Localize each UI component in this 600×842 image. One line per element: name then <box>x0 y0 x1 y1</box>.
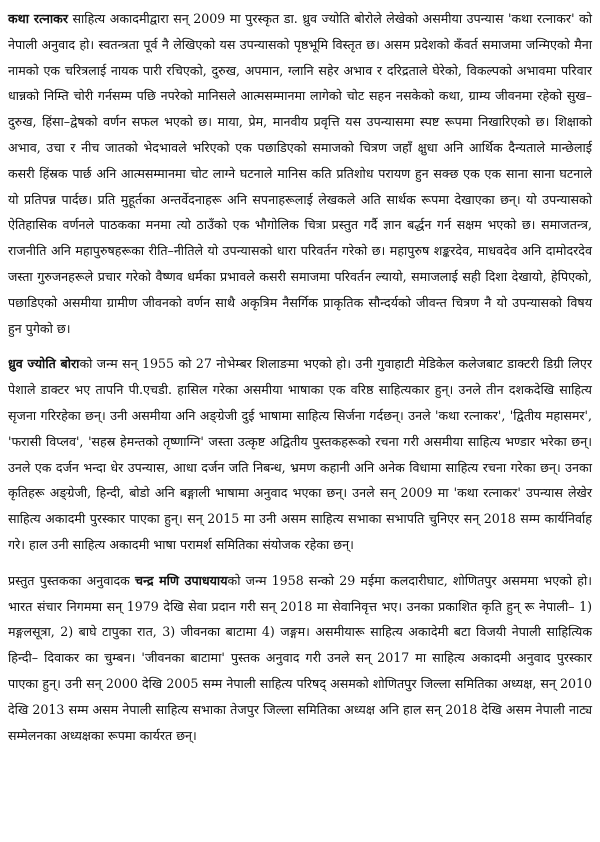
paragraph-book-summary <box>8 6 592 341</box>
author-name: ध्रुव ज्योति बोरा <box>8 356 80 372</box>
translator-bio-text: को जन्म 1958 सन्को 29 मईमा कलदारीघाट, शोणितपुर असममा भएको हो। भारत संचार निगममा सन् 1979 देखि सेवा प्रदान गरी सन् 2018 मा सेवानिवृत्त भए। उनका प्रकाशित कृति हुन् रू नेपाली– 1) मङ्गलसूत्रा, 2) बाघे टापुका रात, 3) जीवनका बाटामा 4) जङ्गम। असमीयारू साहित्य अकादेमी बटा विजयी नेपाली साहित्यिक हिन्दी– दिवाकर का चुम्बन। 'जीवनका बाटामा' पुस्तक अनुवाद गरी उनले सन् 2017 मा साहित्य अकादमी अनुवाद पुरस्कार पाएका हुन्। उनी सन् 2000 देखि 2005 सम्म नेपाली साहित्य परिषद् असमको शोणितपुर जिल्ला समितिका अध्यक्ष, सन् 2010 देखि 2013 सम्म असम नेपाली साहित्य सभाका तेजपुर जिल्ला समितिका अध्यक्ष अनि हाल सन् 2018 देखि असम नेपाली नाट्य सम्मेलनका अध्यक्षका रूपमा कार्यरत छन्। <box>8 572 592 743</box>
paragraph-translator-bio <box>8 568 592 749</box>
book-summary-text: साहित्य अकादमीद्वारा सन् 2009 मा पुरस्कृत डा. ध्रुव ज्योति बोरोले लेखेको असमीया उपन्यास 'कथा रत्नाकर' को नेपाली अनुवाद हो। स्वतन्त्रता पूर्व नै लेखिएको यस उपन्यासको पृष्ठभूमि विस्तृत छ। असम प्रदेशको कँवर्त समाजमा जन्मिएको मैना नामको एक चरित्रलाई नायक पारी रचिएको, दुरुख, अपमान, ग्लानि सहेर अभाव र दरिद्रताले घेरेको, विकल्पको अभावमा परिवार धान्नको निम्ति चोरी गर्नसम्म पछि नपरेको मानिसले आत्मसम्मानमा लागेको चोट सहन नसकेको कथा, ग्राम्य जीवनमा रहेको सुख–दुरुख, हिंसा–द्वेषको वर्णन सफल भएको छ। माया, प्रेम, मानवीय प्रवृत्ति यस उपन्यासमा स्पष्ट रूपमा निखारिएको छ। शिक्षाको अभाव, उचा र नीच जातको भेदभावले भरिएको एक पछाडिएको समाजको चित्रण जहाँ क्षुधा अनि आर्थिक दैन्यताले मान्छेलाई कसरी हिंस्रक पार्छ अनि आत्मसम्मानमा चोट लाग्ने घटनाले मानिस कति प्रतिशोध परायण हुन सक्छ एक एक साना साना घटनाले यो प्रतिपन्न पार्दछ। प्रति मुहूर्तका अन्तर्वेदनाहरू अनि सपनाहरूलाई लेखकले अति सार्थक रूपमा देखाएका छन्। यो उपन्यासको ऐतिहासिक वर्णनले पाठकका मनमा त्यो ठाउँको एक भौगोलिक चित्रा प्रस्तुत गर्दै ज्ञान बर्द्धन गर्न सक्षम भएको छ। समाजतन्त्र, राजनीति अनि महापुरुषहरूका रीति–नीतिले यो उपन्यासको धारा परिवर्तन गरेको छ। महापुरुष शङ्करदेव, माधवदेव अनि दामोदरदेव जस्ता गुरुजनहरूले प्रचार गरेको वैष्णव धर्मका प्रभावले कसरी समाजमा परिवर्तन ल्यायो, समाजलाई सही दिशा देखायो, हेपिएको, पछाडिएको असमीया ग्रामीण जीवनको वर्णन साथै अकृत्रिम नैसर्गिक प्राकृतिक सौन्दर्यको जीवन्त चित्रण नै यो उपन्यासको विषय हुन पुगेको छ। <box>8 11 592 336</box>
author-bio-text: को जन्म सन् 1955 को 27 नोभेम्बर शिलाङमा भएको हो। उनी गुवाहाटी मेडिकेल कलेजबाट डाक्टरी डिग्री लिएर पेशाले डाक्टर भए तापनि पी.एचडी. हासिल गरेका असमीया भाषाका एक वरिष्ठ साहित्यकार हुन्। उनले तीन दशकदेखि साहित्य सृजना गरिरहेका छन्। उनी असमीया अनि अङ्ग्रेजी दुई भाषामा साहित्य सिर्जना गर्दछन्। उनले 'कथा रत्नाकर', 'द्वितीय महासमर', 'फरासी विप्लव', 'सहस्र हेमन्तको तृष्णाग्नि' जस्ता उत्कृष्ट अद्वितीय पुस्तकहरूको रचना गरी असमीया साहित्य भण्डार भरेका छन्। उनले एक दर्जन भन्दा धेर उपन्यास, आधा दर्जन जति निबन्ध, भ्रमण कहानी अनि अनेक विधामा साहित्य रचना गरेका छन्। उनका कृतिहरू अङ्ग्रेजी, हिन्दी, बोडो अनि बङ्गाली भाषामा अनुवाद भएका छन्। उनले सन् 2009 मा 'कथा रत्नाकर' उपन्यास लेखेर साहित्य अकादमी पुरस्कार पाएका हुन्। सन् 2015 मा उनी असम साहित्य सभाका सभापति चुनिएर सन् 2018 सम्म कार्यनिर्वाह गरे। हाल उनी साहित्य अकादमी भाषा परामर्श समितिका संयोजक रहेका छन्। <box>8 356 592 552</box>
translator-intro-text: प्रस्तुत पुस्तकका अनुवादक <box>8 572 135 588</box>
translator-name: चन्द्र मणि उपाधयाय <box>135 572 228 588</box>
book-title: कथा रत्नाकर <box>8 11 68 26</box>
paragraph-author-bio <box>8 351 592 557</box>
